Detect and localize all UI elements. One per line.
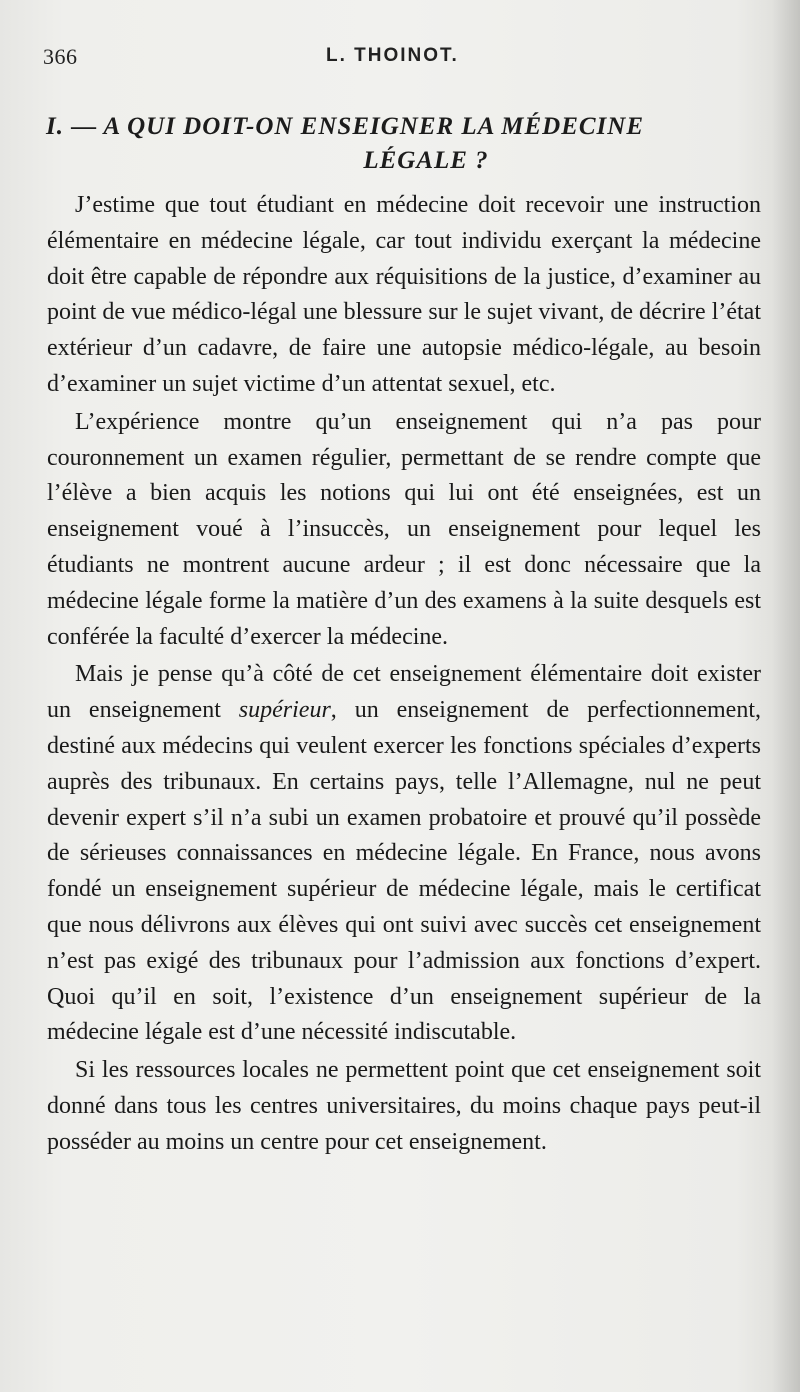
paragraph-3-end: , un enseignement de perfectionnement, destiné aux médecins qui veulent exercer les fonctions spéciales d’experts auprès des tribunaux. En certains pays, telle l’Allemagne, nul ne peut devenir expert s’il n’a subi un examen probatoire et prouvé qu’il possède de sérieuses connaissances en médecine légale. En France, nous avons fondé un enseignement supérieur de médecine légale, mais le certificat que nous délivrons aux élèves qui ont suivi avec succès cet enseignement n’est pas exigé des tribunaux pour l’admission aux fonctions d’expert. Quoi qu’il en soit, l’existence d’un enseignement supérieur de la médecine légale est d’une nécessité indiscutable. <box>47 697 761 1046</box>
paragraph-3-emphasis: supérieur <box>238 697 331 724</box>
section-heading-line-2: LÉGALE ? <box>363 147 489 174</box>
page-number: 366 <box>43 44 78 69</box>
body-text <box>47 188 761 1161</box>
paragraph-1: J’estime que tout étudiant en médecine doit recevoir une instruction élémentaire en médecine légale, car tout individu exerçant la médecine doit être capable de répondre aux réquisitions de la justice, d’examiner au point de vue médico-légal une blessure sur le sujet vivant, de décrire l’état extérieur d’un cadavre, de faire une autopsie médico-légale, au besoin d’examiner un sujet victime d’un attentat sexuel, etc. <box>47 192 761 397</box>
running-head <box>0 44 800 72</box>
section-heading-line-1: I. — A QUI DOIT-ON ENSEIGNER LA MÉDECINE <box>46 113 645 140</box>
paragraph-3 <box>47 657 761 1051</box>
paragraph-2: L’expérience montre qu’un enseignement qui n’a pas pour couronnement un examen régulier, permettant de se rendre compte que l’élève a bien acquis les notions qui lui ont été enseignées, est un enseignement voué à l’insuccès, un enseignement pour lequel les étudiants ne montrent aucune ardeur ; il est donc nécessaire que la médecine légale forme la matière d’un des examens à la suite desquels est conférée la faculté d’exercer la médecine. <box>47 408 761 650</box>
running-title: L. THOINOT. <box>326 45 459 66</box>
paragraph-4: Si les ressources locales ne permettent point que cet enseignement soit donné dans tous les centres universitaires, du moins chaque pays peut-il posséder au moins un centre pour cet enseignement. <box>47 1057 761 1155</box>
paragraph-3-start: Mais je pense qu’à côté de cet enseignement élémentaire doit exister un enseignement <box>47 661 761 724</box>
section-heading <box>46 110 766 178</box>
